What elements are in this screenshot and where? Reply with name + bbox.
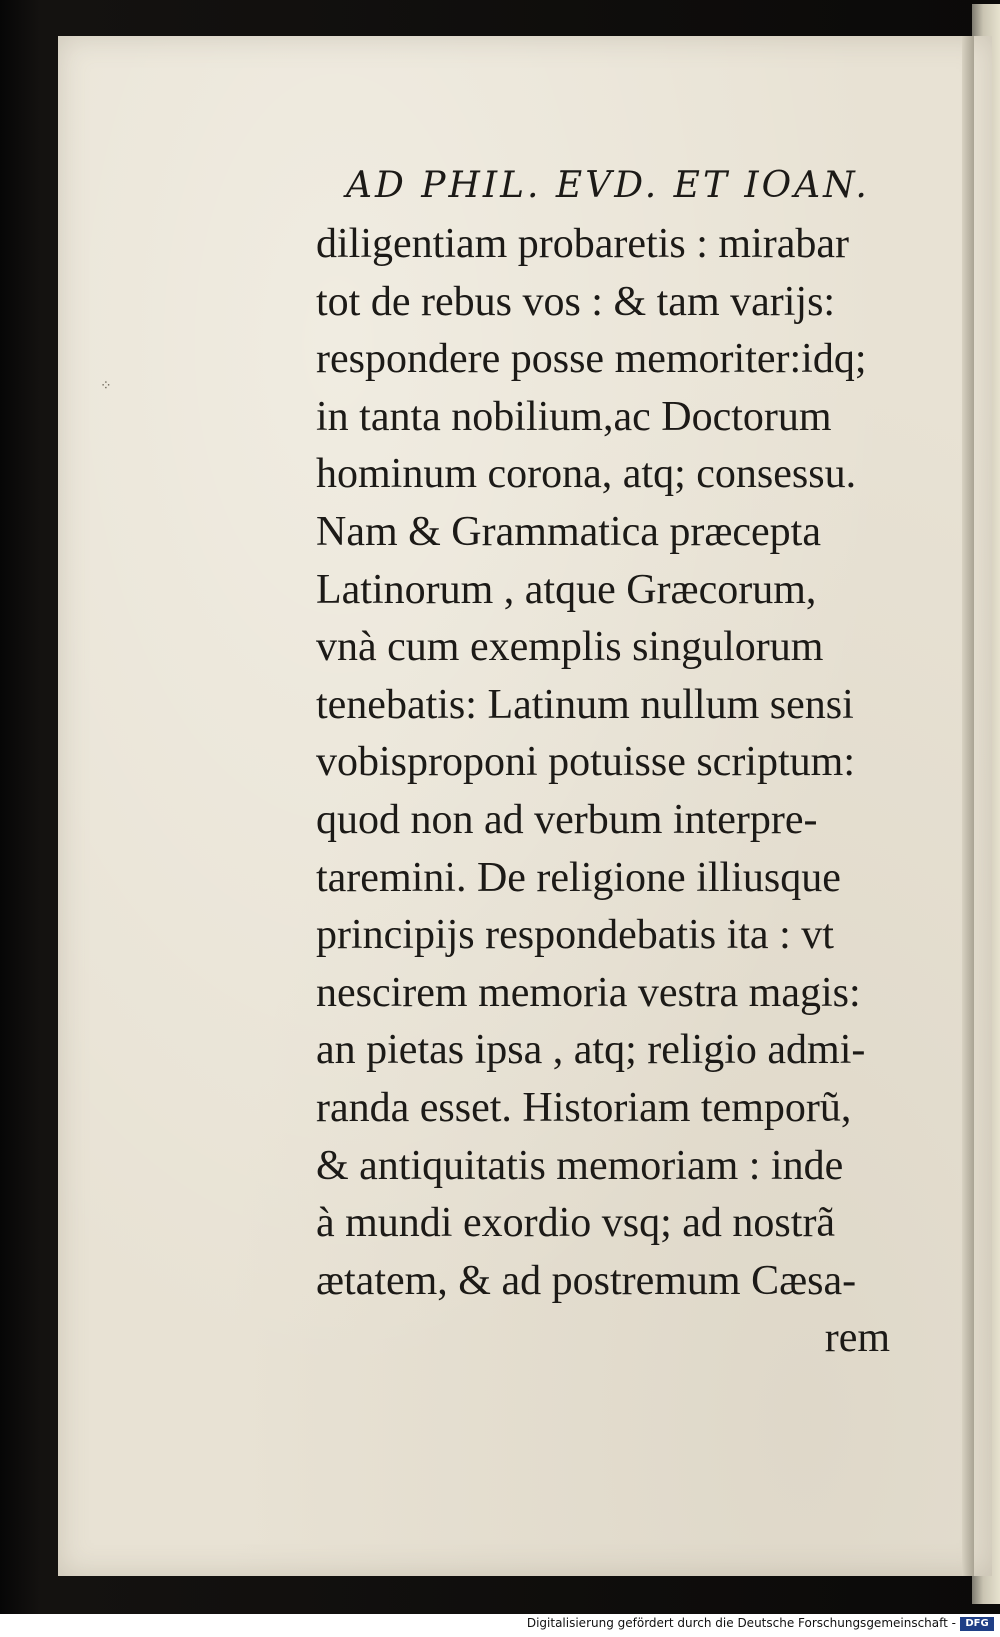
catchword: rem [824,1315,890,1362]
text-line: Nam & Grammatica præcepta [316,508,821,555]
text-block [316,156,936,1368]
text-line: taremini. De religione illiusque [316,854,841,901]
text-line: tenebatis: Latinum nullum sensi [316,681,854,728]
text-line: tot de rebus vos : & tam varijs: [316,278,836,325]
text-line: randa esset. Historiam temporũ, [316,1084,852,1131]
text-line: hominum corona, atq; consessu. [316,451,857,498]
text-line: respondere posse memoriter:idq; [316,336,867,383]
text-line: an pietas ipsa , atq; religio admi- [316,1027,866,1074]
text-lines [316,216,936,1310]
text-line: ætatem, & ad postremum Cæsa- [316,1257,857,1304]
text-line: nescirem memoria vestra magis: [316,969,861,1016]
text-line: principijs respondebatis ita : vt [316,912,834,959]
text-line: quod non ad verbum interpre- [316,796,818,843]
text-line: in tanta nobilium,ac Doctorum [316,393,832,440]
running-head: AD PHIL. EVD. ET IOAN. [346,165,870,206]
text-line: & antiquitatis memoriam : inde [316,1142,844,1189]
text-line: diligentiam probaretis : mirabar [316,221,849,267]
footer-bar [0,1614,1000,1637]
text-line: à mundi exordio vsq; ad nostrã [316,1200,836,1247]
text-line: vnà cum exemplis singulorum [316,624,824,671]
text-line: Latinorum , atque Græcorum, [316,566,817,613]
ink-speck: ⁘ [100,378,112,394]
text-line: vobisproponi potuisse scriptum: [316,739,855,786]
page-edge-shadow [962,36,974,1576]
funding-notice: Digitalisierung gefördert durch die Deutsche Forschungsgemeinschaft - [526,1616,956,1630]
dfg-logo-icon: DFG [960,1617,994,1631]
